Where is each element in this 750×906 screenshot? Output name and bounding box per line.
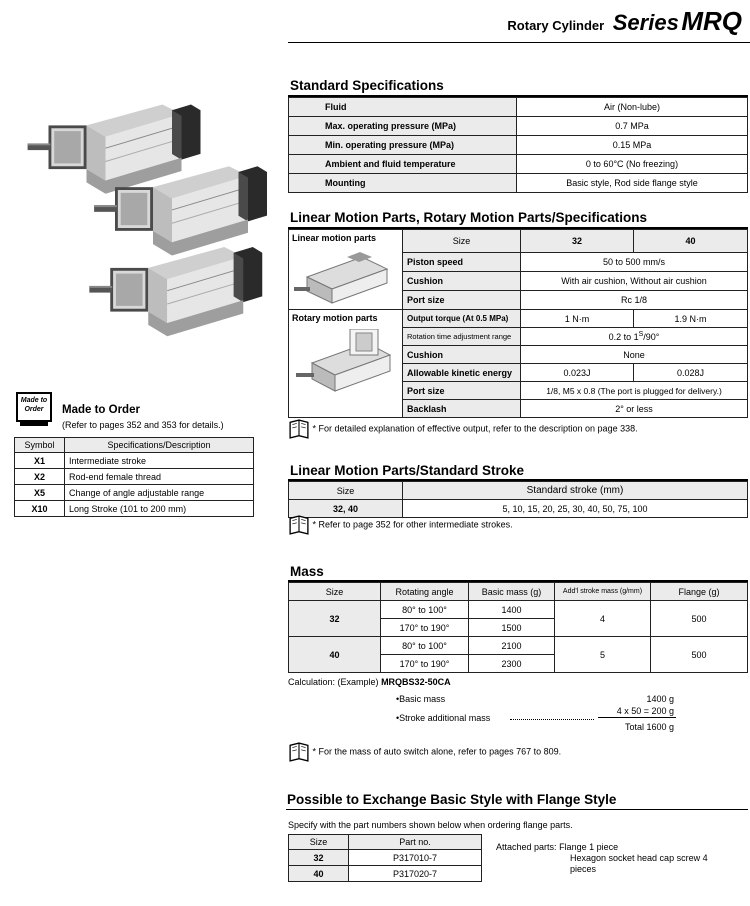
standard-stroke-table (288, 481, 748, 518)
rotation-time-sup: S (638, 331, 644, 338)
spec-value: 0.15 MPa (517, 136, 748, 155)
exchange-size: 40 (289, 866, 349, 882)
made-to-order-badge (16, 392, 54, 428)
table-row (15, 485, 254, 501)
exchange-part: P317020-7 (349, 866, 482, 882)
spec-value: 0.7 MPa (517, 117, 748, 136)
stroke-note-text: Refer to page 352 for other intermediate strokes. (318, 519, 513, 530)
rotation-time-value (521, 328, 748, 346)
mass-angle: 170° to 190° (381, 619, 469, 637)
linear-parts-drawing (292, 247, 398, 309)
table-row (289, 98, 748, 117)
motion-specs-title: Linear Motion Parts, Rotary Motion Parts/Specifications (290, 210, 648, 225)
linear-parts-cell (289, 230, 403, 310)
row-label: Backlash (403, 400, 521, 418)
standard-stroke-title: Linear Motion Parts/Standard Stroke (290, 463, 525, 478)
row-value: 1/8, M5 x 0.8 (The port is plugged for delivery.) (521, 382, 748, 400)
exchange-part: P317010-7 (349, 850, 482, 866)
mass-basic: 1400 (469, 601, 555, 619)
col-angle: Rotating angle (381, 583, 469, 601)
table-row (289, 601, 748, 619)
rotation-time-base: 0.2 to 1 (608, 332, 639, 342)
table-row (15, 469, 254, 485)
desc-cell: Change of angle adjustable range (65, 485, 254, 501)
row-value: None (521, 346, 748, 364)
desc-cell: Rod-end female thread (65, 469, 254, 485)
mass-size: 32 (289, 601, 381, 637)
desc-cell: Intermediate stroke (65, 453, 254, 469)
product-photo (20, 95, 282, 345)
mass-table (288, 582, 748, 673)
page-header (507, 6, 742, 37)
kinetic-40: 0.028J (634, 364, 748, 382)
book-icon (288, 419, 310, 439)
row-label: Output torque (At 0.5 MPa) (403, 310, 521, 328)
attached-3: pieces (570, 864, 597, 874)
col-40: 40 (634, 230, 748, 253)
col-part: Part no. (349, 835, 482, 850)
spec-label: Max. operating pressure (MPa) (289, 117, 517, 136)
col-basic: Basic mass (g) (469, 583, 555, 601)
col-description: Specifications/Description (65, 438, 254, 453)
rotary-parts-drawing (292, 329, 398, 399)
row-label: Cushion (403, 346, 521, 364)
rotary-parts-label: Rotary motion parts (292, 313, 378, 323)
spec-label: Ambient and fluid temperature (289, 155, 517, 174)
col-stroke: Standard stroke (mm) (403, 482, 748, 500)
exchange-table (288, 834, 482, 882)
spec-label: Min. operating pressure (MPa) (289, 136, 517, 155)
torque-32: 1 N·m (521, 310, 634, 328)
spec-label: Mounting (289, 174, 517, 193)
spec-value: 0 to 60°C (No freezing) (517, 155, 748, 174)
badge-line-2: Order (24, 406, 44, 413)
col-32: 32 (521, 230, 634, 253)
col-size: Size (289, 835, 349, 850)
calc-total: Total 1600 g (624, 722, 674, 732)
table-row (289, 637, 748, 655)
torque-40: 1.9 N·m (634, 310, 748, 328)
book-icon (288, 742, 310, 762)
col-addl: Add'l stroke mass (g/mm) (555, 583, 651, 601)
table-row (289, 136, 748, 155)
motion-specs-table (288, 229, 748, 418)
calc-model: MRQBS32-50CA (381, 677, 451, 687)
mass-basic: 1500 (469, 619, 555, 637)
spec-label: Fluid (289, 98, 517, 117)
col-size: Size (403, 230, 521, 253)
book-icon (288, 515, 310, 535)
col-flange: Flange (g) (651, 583, 748, 601)
exchange-size: 32 (289, 850, 349, 866)
calc-stroke-value: 4 x 50 = 200 g (616, 706, 674, 716)
mass-note-text: For the mass of auto switch alone, refer to pages 767 to 809. (318, 746, 562, 757)
calc-label: Calculation: (Example) (288, 677, 379, 687)
row-value: 50 to 500 mm/s (521, 253, 748, 272)
exchange-title: Possible to Exchange Basic Style with Flange Style (287, 792, 617, 807)
row-label: Piston speed (403, 253, 521, 272)
calc-basic-value: 1400 g (646, 694, 674, 704)
linear-parts-label: Linear motion parts (292, 233, 377, 243)
kinetic-32: 0.023J (521, 364, 634, 382)
mass-size: 40 (289, 637, 381, 673)
calc-sum-line (598, 717, 676, 718)
calc-basic-label: •Basic mass (396, 694, 446, 704)
mass-basic: 2300 (469, 655, 555, 673)
row-label: Port size (403, 291, 521, 310)
symbol-cell: X5 (15, 485, 65, 501)
stroke-size: 32, 40 (289, 500, 403, 518)
motion-note: * For detailed explanation of effective output, refer to the description on page 338. (288, 419, 638, 439)
standard-specs-title: Standard Specifications (290, 78, 444, 93)
attached-label: Attached parts: (496, 842, 557, 852)
attached-2: Hexagon socket head cap screw 4 (570, 853, 708, 863)
stroke-note: * Refer to page 352 for other intermediate strokes. (288, 515, 513, 535)
mass-addl: 5 (555, 637, 651, 673)
row-value: With air cushion, Without air cushion (521, 272, 748, 291)
table-row (289, 850, 482, 866)
desc-cell: Long Stroke (101 to 200 mm) (65, 501, 254, 517)
calc-stroke-label: •Stroke additional mass (396, 713, 491, 723)
table-row (289, 174, 748, 193)
table-row (289, 866, 482, 882)
row-label: Cushion (403, 272, 521, 291)
mass-basic: 2100 (469, 637, 555, 655)
mass-angle: 80° to 100° (381, 637, 469, 655)
rotation-time-tail: /90° (643, 332, 660, 342)
symbol-cell: X2 (15, 469, 65, 485)
row-value: Rc 1/8 (521, 291, 748, 310)
mass-title: Mass (290, 564, 324, 579)
table-row (15, 501, 254, 517)
mass-calc (288, 677, 451, 687)
col-symbol: Symbol (15, 438, 65, 453)
row-label: Allowable kinetic energy (403, 364, 521, 382)
row-label: Rotation time adjustment range (403, 328, 521, 346)
table-row (289, 117, 748, 136)
table-row (289, 155, 748, 174)
symbol-cell: X1 (15, 453, 65, 469)
mass-addl: 4 (555, 601, 651, 637)
made-to-order-table (14, 437, 254, 517)
mass-flange: 500 (651, 601, 748, 637)
section-rule (286, 809, 748, 810)
header-prefix: Rotary Cylinder (507, 18, 605, 33)
col-size: Size (289, 482, 403, 500)
col-size: Size (289, 583, 381, 601)
symbol-cell: X10 (15, 501, 65, 517)
header-rule (288, 42, 750, 43)
motion-note-text: For detailed explanation of effective output, refer to the description on page 338. (318, 423, 638, 434)
spec-value: Air (Non-lube) (517, 98, 748, 117)
standard-specs-table (288, 97, 748, 193)
calc-leader (510, 719, 594, 720)
exchange-intro: Specify with the part numbers shown below when ordering flange parts. (288, 820, 573, 830)
row-label: Port size (403, 382, 521, 400)
mass-angle: 80° to 100° (381, 601, 469, 619)
made-to-order-subtitle: (Refer to pages 352 and 353 for details.) (62, 420, 224, 430)
mass-flange: 500 (651, 637, 748, 673)
spec-value: Basic style, Rod side flange style (517, 174, 748, 193)
badge-line-1: Made to (20, 397, 48, 404)
row-value: 2° or less (521, 400, 748, 418)
mass-angle: 170° to 190° (381, 655, 469, 673)
header-model: MRQ (681, 6, 742, 36)
attached-parts (496, 842, 708, 875)
header-series: Series (612, 10, 679, 35)
table-row (15, 453, 254, 469)
stroke-values: 5, 10, 15, 20, 25, 30, 40, 50, 75, 100 (403, 500, 748, 518)
rotary-parts-cell (289, 310, 403, 418)
mass-note: * For the mass of auto switch alone, refer to pages 767 to 809. (288, 742, 561, 762)
attached-1: Flange 1 piece (559, 842, 619, 852)
made-to-order-title: Made to Order (62, 404, 140, 416)
